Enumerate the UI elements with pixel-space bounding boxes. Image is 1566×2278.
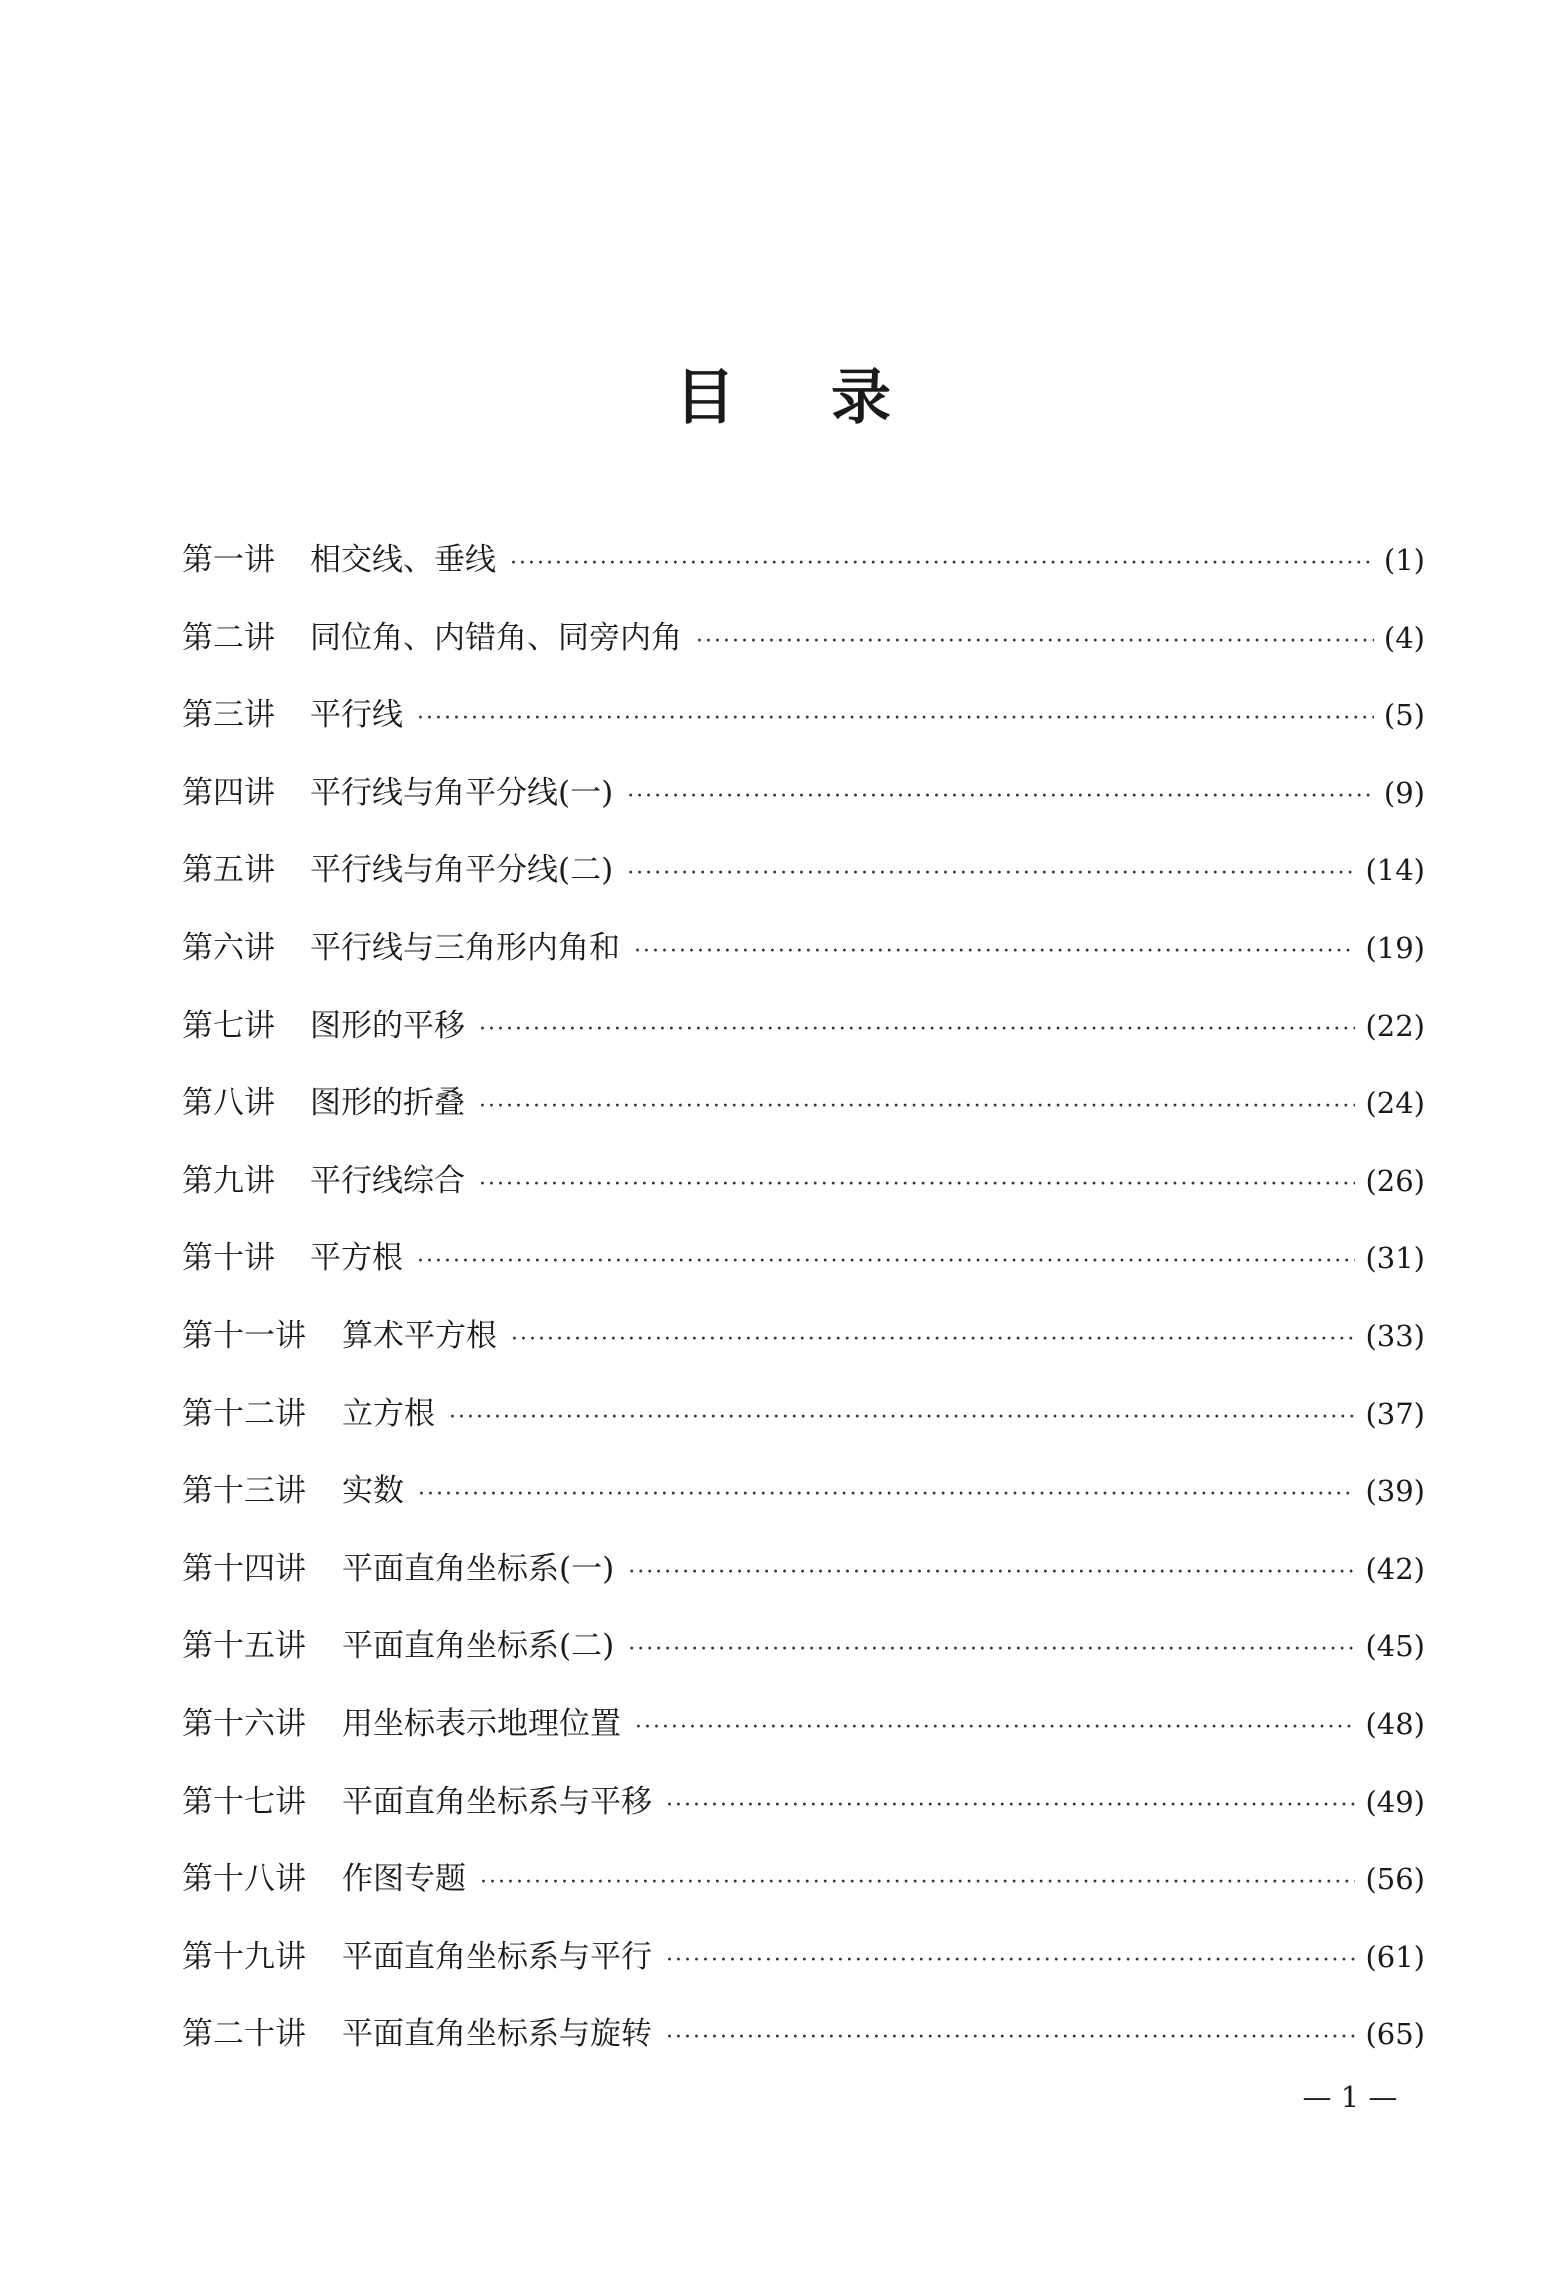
page-reference: (14) bbox=[1365, 853, 1425, 888]
lecture-number: 第十六讲 bbox=[182, 1705, 306, 1742]
page-reference: (39) bbox=[1365, 1474, 1425, 1509]
dot-leader bbox=[628, 1620, 1355, 1680]
dot-leader bbox=[635, 1698, 1355, 1758]
lecture-number: 第十四讲 bbox=[182, 1550, 306, 1587]
dot-leader bbox=[479, 1000, 1355, 1060]
lecture-topic: 平面直角坐标系(二) bbox=[342, 1628, 615, 1665]
toc-entry[interactable] bbox=[182, 1073, 1425, 1151]
dot-leader bbox=[696, 612, 1374, 672]
dot-leader bbox=[666, 1776, 1355, 1836]
page-reference: (31) bbox=[1365, 1241, 1425, 1276]
page-reference: (4) bbox=[1383, 620, 1425, 655]
toc-entry[interactable] bbox=[182, 996, 1425, 1074]
page-reference: (33) bbox=[1365, 1318, 1425, 1353]
lecture-number: 第三讲 bbox=[182, 697, 275, 734]
page-reference: (26) bbox=[1365, 1163, 1425, 1198]
lecture-number: 第十二讲 bbox=[182, 1395, 306, 1432]
lecture-topic: 同位角、内错角、同旁内角 bbox=[310, 619, 682, 656]
lecture-topic: 图形的折叠 bbox=[310, 1085, 465, 1122]
dot-leader bbox=[418, 1465, 1355, 1525]
page-reference: (1) bbox=[1383, 543, 1425, 577]
dot-leader bbox=[627, 767, 1374, 827]
dot-leader bbox=[417, 1232, 1355, 1292]
dot-leader bbox=[628, 1543, 1355, 1603]
lecture-number: 第六讲 bbox=[182, 929, 275, 966]
toc-entry[interactable] bbox=[182, 1461, 1425, 1539]
toc-entry[interactable] bbox=[182, 840, 1425, 918]
lecture-topic: 相交线、垂线 bbox=[310, 542, 496, 578]
lecture-topic: 立方根 bbox=[342, 1395, 435, 1432]
dot-leader bbox=[479, 1155, 1355, 1215]
toc-entry[interactable] bbox=[182, 1384, 1425, 1462]
lecture-number: 第九讲 bbox=[182, 1162, 275, 1199]
page-reference: (45) bbox=[1365, 1629, 1425, 1664]
toc-entry[interactable] bbox=[182, 1539, 1425, 1617]
toc-entry[interactable] bbox=[182, 1849, 1425, 1927]
page-reference: (56) bbox=[1365, 1862, 1425, 1897]
page-reference: (65) bbox=[1365, 2017, 1425, 2052]
lecture-topic: 平面直角坐标系与平移 bbox=[342, 1783, 652, 1820]
lecture-topic: 平行线 bbox=[310, 697, 403, 734]
dot-leader bbox=[627, 844, 1355, 904]
lecture-topic: 平行线综合 bbox=[310, 1162, 465, 1199]
lecture-number: 第七讲 bbox=[182, 1007, 275, 1044]
toc-entry[interactable] bbox=[182, 608, 1425, 686]
page-reference: (22) bbox=[1365, 1008, 1425, 1043]
lecture-topic: 实数 bbox=[342, 1473, 404, 1510]
toc-entry[interactable] bbox=[182, 1694, 1425, 1772]
page-reference: (37) bbox=[1365, 1396, 1425, 1431]
toc-entry[interactable] bbox=[182, 1151, 1425, 1229]
lecture-topic: 平面直角坐标系(一) bbox=[342, 1550, 615, 1587]
lecture-number: 第十一讲 bbox=[182, 1317, 306, 1354]
lecture-topic: 平行线与角平分线(二) bbox=[310, 852, 614, 889]
toc-entry[interactable] bbox=[182, 685, 1425, 763]
dot-leader bbox=[480, 1853, 1355, 1913]
toc-entry[interactable] bbox=[182, 530, 1425, 608]
lecture-topic: 算术平方根 bbox=[342, 1317, 497, 1354]
lecture-number: 第十七讲 bbox=[182, 1783, 306, 1820]
page-reference: (19) bbox=[1365, 930, 1425, 965]
toc-entry[interactable] bbox=[182, 918, 1425, 996]
lecture-number: 第十八讲 bbox=[182, 1861, 306, 1898]
dot-leader bbox=[666, 1931, 1355, 1991]
lecture-topic: 平行线与角平分线(一) bbox=[310, 774, 614, 811]
page-reference: (9) bbox=[1383, 775, 1425, 810]
toc-entry[interactable] bbox=[182, 763, 1425, 841]
dot-leader bbox=[511, 1310, 1355, 1370]
lecture-topic: 平行线与三角形内角和 bbox=[310, 929, 620, 966]
page-reference: (48) bbox=[1365, 1706, 1425, 1741]
page-reference: (5) bbox=[1383, 698, 1425, 733]
dot-leader bbox=[510, 534, 1374, 594]
lecture-number: 第五讲 bbox=[182, 852, 275, 889]
lecture-topic: 平方根 bbox=[310, 1240, 403, 1277]
page-reference: (42) bbox=[1365, 1551, 1425, 1586]
lecture-number: 第一讲 bbox=[182, 542, 275, 578]
table-of-contents bbox=[182, 530, 1425, 2082]
dot-leader bbox=[417, 689, 1374, 749]
lecture-topic: 平面直角坐标系与平行 bbox=[342, 1938, 652, 1975]
toc-entry[interactable] bbox=[182, 1772, 1425, 1850]
page-reference: (24) bbox=[1365, 1086, 1425, 1121]
lecture-number: 第十讲 bbox=[182, 1240, 275, 1277]
lecture-number: 第二讲 bbox=[182, 619, 275, 656]
lecture-number: 第十五讲 bbox=[182, 1628, 306, 1665]
lecture-topic: 图形的平移 bbox=[310, 1007, 465, 1044]
toc-entry[interactable] bbox=[182, 2004, 1425, 2082]
dot-leader bbox=[449, 1388, 1355, 1448]
dot-leader bbox=[479, 1077, 1355, 1137]
lecture-number: 第二十讲 bbox=[182, 2016, 306, 2053]
page-reference: (61) bbox=[1365, 1939, 1425, 1974]
dot-leader bbox=[634, 922, 1355, 982]
toc-entry[interactable] bbox=[182, 1306, 1425, 1384]
lecture-number: 第十九讲 bbox=[182, 1938, 306, 1975]
dot-leader bbox=[666, 2008, 1355, 2068]
page-reference: (49) bbox=[1365, 1784, 1425, 1819]
lecture-topic: 用坐标表示地理位置 bbox=[342, 1705, 621, 1742]
footer-page-number: — 1 — bbox=[1302, 2080, 1398, 2114]
lecture-topic: 平面直角坐标系与旋转 bbox=[342, 2016, 652, 2053]
lecture-number: 第十三讲 bbox=[182, 1473, 306, 1510]
page-title: 目录 bbox=[675, 363, 987, 434]
lecture-number: 第八讲 bbox=[182, 1085, 275, 1122]
toc-entry[interactable] bbox=[182, 1228, 1425, 1306]
toc-entry[interactable] bbox=[182, 1616, 1425, 1694]
toc-entry[interactable] bbox=[182, 1927, 1425, 2005]
lecture-number: 第四讲 bbox=[182, 774, 275, 811]
lecture-topic: 作图专题 bbox=[342, 1861, 466, 1898]
